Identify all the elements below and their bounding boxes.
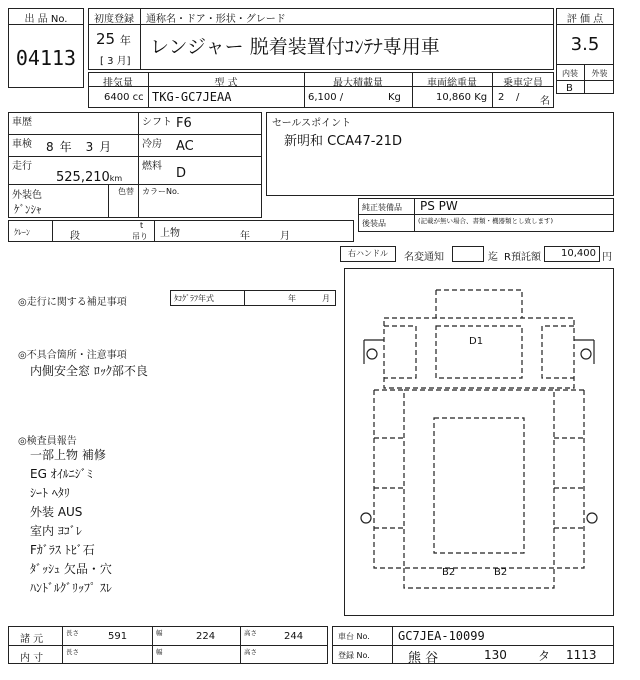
owner-change-box (452, 246, 484, 262)
damage-mark-d1: D1 (469, 336, 484, 347)
crane-row (8, 220, 354, 242)
max-load-unit: Kg (388, 92, 401, 103)
tacho-year: 年 (288, 294, 296, 303)
first-reg-year (96, 30, 131, 48)
dims-label: 諸 元 (20, 634, 44, 645)
year-value: 25 (96, 30, 116, 48)
equipment-value: PS PW (420, 199, 458, 213)
wheel-rear-right (587, 513, 597, 523)
capacity-value: 2 (498, 92, 505, 103)
displacement-label: 排気量 (103, 78, 133, 89)
inspector-line: ﾊﾝﾄﾞﾙｸﾞﾘｯﾌﾟ ｽﾚ (30, 581, 112, 595)
history-label: 車歴 (12, 117, 32, 128)
score-label: 評 価 点 (566, 14, 604, 25)
inspector-line: 室内 ﾖｺﾞﾚ (30, 524, 82, 538)
inner-length-label: 長さ (66, 648, 79, 656)
inspector-line: EG ｵｲﾙﾆｼﾞﾐ (30, 467, 93, 481)
interior-label: 内装 (562, 69, 578, 78)
registration-label: 登録 No. (338, 651, 370, 660)
mileage-value: 525,210 (56, 170, 110, 185)
inspector-line: ﾀﾞｯｼｭ 欠品・穴 (30, 562, 112, 576)
height-value: 244 (284, 631, 304, 642)
inspection-label: 車検 (12, 139, 32, 150)
width-value: 224 (196, 631, 216, 642)
registration-area: 熊 谷 (408, 651, 439, 666)
shift-value: F6 (176, 116, 192, 131)
wheel-rear-left (361, 513, 371, 523)
right-hand-drive: 右ハンドル (348, 249, 388, 258)
inspector-line: Fｶﾞﾗｽ ﾄﾋﾞ石 (30, 543, 95, 557)
interior-grade: B (566, 83, 573, 94)
displacement (104, 92, 144, 103)
defect-line: 内側安全窓 ﾛｯｸ部不良 (30, 364, 148, 378)
wheel-front-right (581, 349, 591, 359)
truck-diagram (344, 268, 614, 616)
tacho-label: ﾀｺｸﾞﾗﾌ年式 (174, 294, 214, 303)
width-label: 幅 (156, 629, 163, 637)
yen-unit: 円 (602, 252, 612, 263)
first-reg-month: [ 3 月] (100, 56, 131, 67)
inner-dims-label: 内 寸 (20, 653, 44, 664)
driving-notes-title: ◎走行に関する補足事項 (18, 297, 127, 308)
lot-label: 出 品 No. (24, 14, 68, 25)
capacity-unit: 名 (540, 96, 550, 107)
color-label: 外装色 (12, 190, 42, 201)
damage-mark-b2-right: B2 (494, 567, 508, 578)
crane-ton-unit: t (140, 221, 144, 230)
year-unit: 年 (119, 34, 131, 47)
mileage (56, 166, 122, 185)
height-label: 高さ (244, 629, 257, 637)
equipment-label: 純正装備品 (362, 203, 402, 212)
cargo-floor (434, 418, 524, 553)
fuel-value: D (176, 166, 187, 181)
capacity-sep: / (516, 92, 520, 103)
length-value: 591 (108, 631, 128, 642)
wheel-front-left (367, 349, 377, 359)
aftermarket-label: 後装品 (362, 219, 386, 228)
lot-number: 04113 (15, 46, 77, 70)
left-door (384, 326, 416, 378)
inspector-line: ｼｰﾄ ﾍﾀﾘ (30, 486, 70, 500)
chassis-label: 車台 No. (338, 632, 370, 641)
cargo-body (404, 390, 554, 568)
inspector-line: 外装 AUS (30, 505, 83, 519)
cab-roof (436, 326, 522, 378)
r-deposit-value: 10,400 (561, 248, 596, 259)
cargo-left-side (374, 390, 404, 568)
exterior-label: 外装 (591, 69, 608, 78)
length-label: 長さ (66, 629, 79, 637)
sales-point-label: セールスポイント (272, 118, 352, 129)
notice-deadline: 迄 (488, 252, 498, 263)
color-value: ｹﾞﾝｼｬ (14, 203, 42, 216)
max-load-label: 最大積載量 (333, 78, 383, 89)
windshield (436, 290, 522, 318)
damage-mark-b2-left: B2 (442, 567, 456, 578)
inspector-title: ◎検査員報告 (18, 436, 77, 447)
upper-body-month: 月 (280, 231, 290, 242)
shift-label: シフト (142, 117, 172, 128)
inspection-year: 8 (46, 140, 54, 154)
sales-point-value: 新明和 CCA47-21D (284, 134, 402, 149)
inspector-line: 一部上物 補修 (30, 448, 106, 462)
right-door (542, 326, 574, 378)
gross-weight-value (436, 92, 487, 103)
gross-weight-label: 車両総重量 (427, 78, 477, 89)
model-label: 型 式 (214, 78, 238, 89)
inspection-month: 3 (85, 140, 94, 154)
score-value: 3.5 (570, 34, 600, 55)
aftermarket-note: (記載が無い場合、書類・機器類とし致します) (418, 217, 554, 225)
upper-body-label: 上物 (160, 228, 180, 239)
registration-class: 130 (484, 648, 507, 662)
registration-number: 1113 (566, 648, 597, 662)
displacement-value: 6400 (104, 92, 130, 103)
tacho-month: 月 (322, 294, 330, 303)
first-reg-label: 初度登録 (94, 14, 134, 25)
color-number-label: カラーNo. (142, 187, 180, 196)
color-change-label: 色替 (118, 187, 134, 196)
r-deposit-label: R預託額 (504, 252, 541, 263)
owner-change-label: 名変通知 (404, 252, 444, 263)
model-value: TKG-GC7JEAA (152, 90, 232, 104)
inspection-year-unit: 年 (59, 140, 72, 154)
inspection-month-unit: 月 (99, 140, 112, 154)
gross-weight-unit: Kg (474, 92, 488, 103)
cargo-right-side (554, 390, 584, 568)
defect-title: ◎不具合箇所・注意事項 (18, 350, 127, 361)
inner-height-label: 高さ (244, 648, 257, 656)
crane-label: ｸﾚｰﾝ (14, 228, 30, 237)
ac-label: 冷房 (142, 139, 162, 150)
car-name-label: 通称名・ドア・形状・グレード (146, 14, 286, 25)
upper-body-year: 年 (240, 231, 250, 242)
car-name: レンジャー 脱着装置付ｺﾝﾃﾅ専用車 (150, 36, 440, 58)
crane-hoist-unit: 吊り (132, 232, 148, 241)
registration-kana: タ (538, 649, 551, 663)
capacity-label: 乗車定員 (503, 78, 543, 89)
fuel-label: 燃料 (142, 161, 162, 172)
inspection-date (46, 138, 111, 155)
inner-width-label: 幅 (156, 648, 163, 656)
max-load-value: 6,100 / (308, 92, 344, 103)
info-block (8, 112, 262, 218)
mileage-unit: km (109, 174, 123, 183)
ac-value: AC (176, 139, 194, 154)
gross-weight-number: 10,860 (436, 92, 471, 103)
rear-gate (404, 568, 554, 588)
crane-stage-unit: 段 (70, 231, 80, 242)
displacement-unit: cc (132, 92, 144, 103)
chassis-number: GC7JEA-10099 (398, 629, 485, 643)
mileage-label: 走行 (12, 161, 32, 172)
